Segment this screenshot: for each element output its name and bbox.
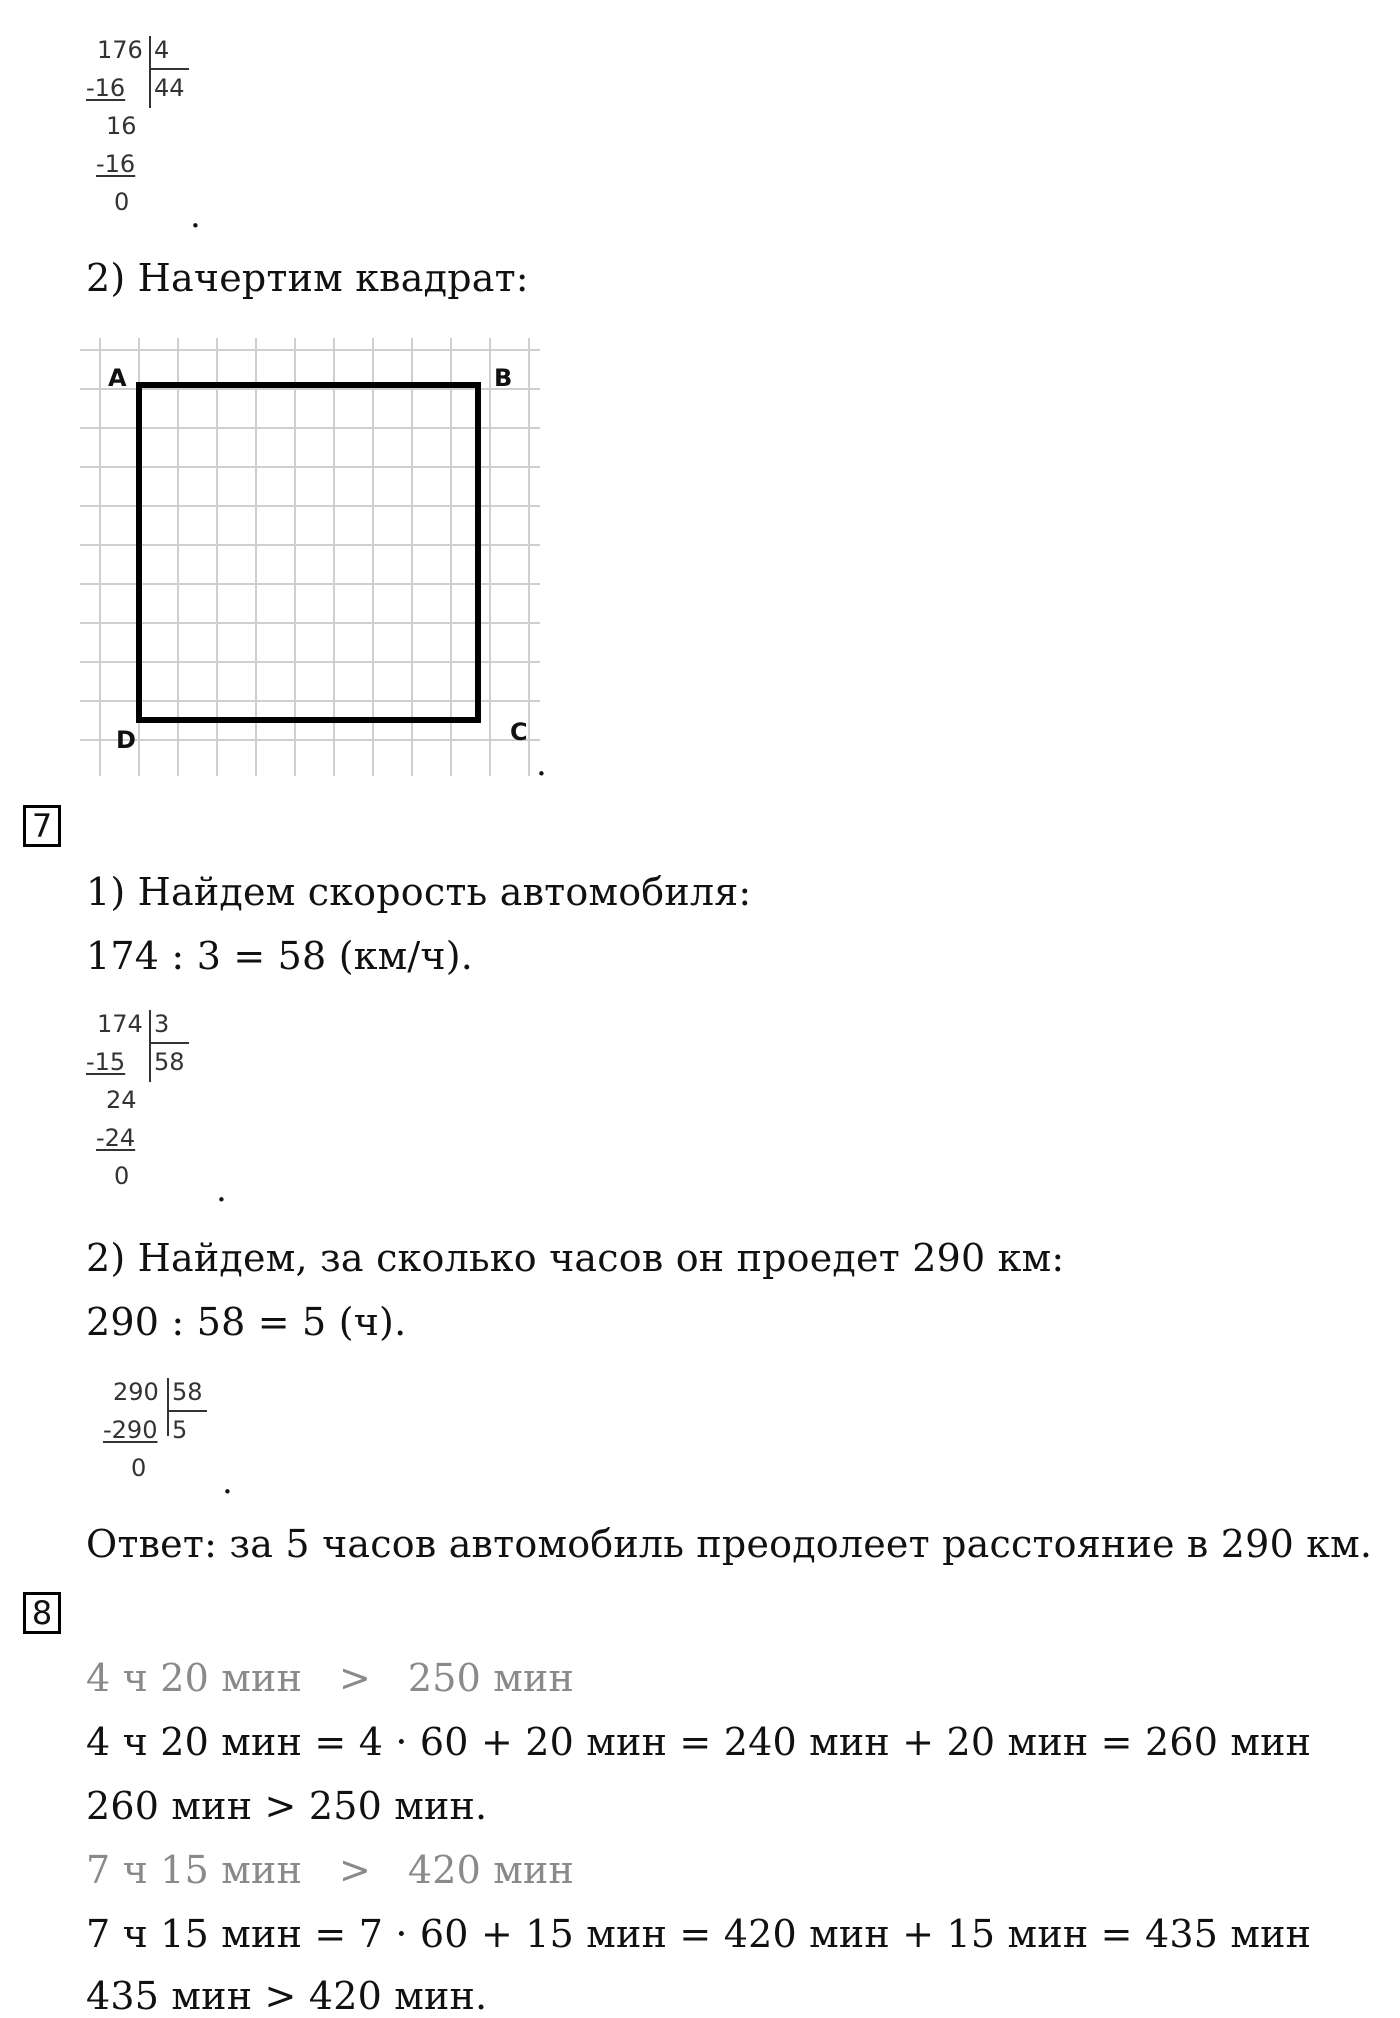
task8-calculation-2: 7 ч 15 мин = 7 · 60 + 15 мин = 420 мин + 15 мин = 435 мин	[86, 1912, 1312, 1956]
grid-lines	[80, 338, 540, 776]
step-2-label: 2) Начертим квадрат:	[86, 256, 529, 300]
task8-result-2: 435 мин > 420 мин.	[86, 1974, 488, 2018]
division-vertical-bar	[167, 1378, 169, 1436]
vertex-label-b: B	[494, 364, 513, 392]
task7-equation2: 290 : 58 = 5 (ч).	[86, 1300, 407, 1344]
quotient: 5	[172, 1416, 188, 1444]
quotient: 44	[154, 74, 185, 102]
dividend: 176	[97, 36, 143, 64]
vertex-label-a: A	[108, 364, 127, 392]
remainder: 24	[106, 1086, 137, 1114]
result: 0	[131, 1454, 147, 1482]
division-vertical-bar	[149, 1010, 151, 1082]
period: .	[222, 1462, 233, 1502]
square-drawing	[80, 338, 560, 788]
period: .	[216, 1170, 227, 1210]
result: 0	[114, 188, 130, 216]
subtrahend: -16	[86, 74, 126, 102]
task7-equation1: 174 : 3 = 58 (км/ч).	[86, 934, 474, 978]
task7-step2: 2) Найдем, за сколько часов он проедет 290 км:	[86, 1236, 1065, 1280]
task8-result-1: 260 мин > 250 мин.	[86, 1784, 488, 1828]
vertex-label-c: C	[510, 718, 528, 746]
dividend: 174	[97, 1010, 143, 1038]
quotient: 58	[154, 1048, 185, 1076]
result: 0	[114, 1162, 130, 1190]
vertex-label-d: D	[116, 726, 136, 754]
task-number-8: 8	[23, 1592, 61, 1634]
subtrahend: -16	[96, 150, 136, 178]
divisor: 58	[172, 1378, 203, 1406]
subtrahend: -290	[103, 1416, 158, 1444]
square-abcd	[139, 385, 478, 720]
divisor: 4	[154, 36, 170, 64]
divisor: 3	[154, 1010, 170, 1038]
division-horizontal-bar	[149, 1042, 189, 1044]
period: .	[190, 196, 201, 236]
dividend: 290	[113, 1378, 159, 1406]
subtrahend: -24	[96, 1124, 136, 1152]
task8-comparison-2: 7 ч 15 мин > 420 мин	[86, 1848, 575, 1892]
task8-comparison-1: 4 ч 20 мин > 250 мин	[86, 1656, 575, 1700]
period: .	[536, 744, 547, 784]
division-horizontal-bar	[149, 68, 189, 70]
task-number-7: 7	[23, 805, 61, 847]
task8-calculation-1: 4 ч 20 мин = 4 · 60 + 20 мин = 240 мин + 20 мин = 260 мин	[86, 1720, 1312, 1764]
division-vertical-bar	[149, 36, 151, 108]
remainder: 16	[106, 112, 137, 140]
division-horizontal-bar	[167, 1410, 207, 1412]
subtrahend: -15	[86, 1048, 126, 1076]
task7-step1: 1) Найдем скорость автомобиля:	[86, 870, 752, 914]
task7-answer: Ответ: за 5 часов автомобиль преодолеет расстояние в 290 км.	[86, 1522, 1373, 1566]
